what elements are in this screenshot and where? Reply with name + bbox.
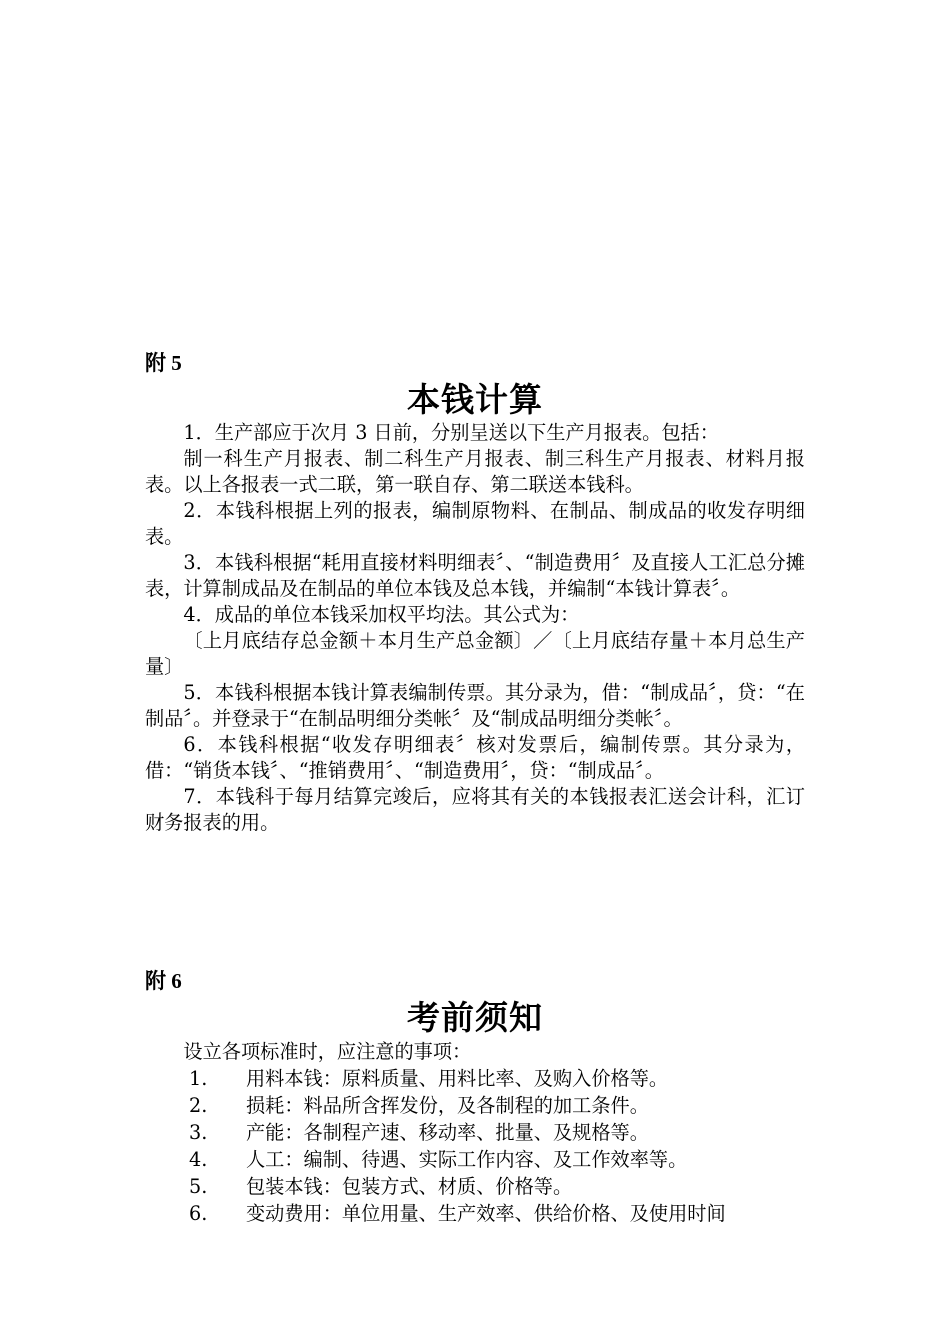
list-item xyxy=(145,1146,815,1173)
list-item xyxy=(145,1092,815,1119)
list-item xyxy=(145,1065,815,1092)
appendix-6-title: 考前须知 xyxy=(407,998,543,1037)
list-item-text: 损耗：料品所含挥发份，及各制程的加工条件。 xyxy=(246,1094,649,1117)
paragraph: 3．本钱科根据“耗用直接材料明细表〞、“制造费用〞及直接人工汇总分摊表，计算制成品及在制品的单位本钱及总本钱，并编制“本钱计算表〞。 xyxy=(145,551,805,600)
appendix-5-body xyxy=(145,420,805,836)
appendix-6-list xyxy=(145,1038,815,1227)
list-item-number: 6. xyxy=(189,1202,208,1225)
paragraph: 4．成品的单位本钱采加权平均法。其公式为： xyxy=(183,603,580,626)
appendix-5-title: 本钱计算 xyxy=(407,380,543,419)
list-item-text: 产能：各制程产速、移动率、批量、及规格等。 xyxy=(246,1121,649,1144)
paragraph: 制一科生产月报表、制二科生产月报表、制三科生产月报表、材料月报表。以上各报表一式二联，第一联自存、第二联送本钱科。 xyxy=(145,447,805,496)
list-item-text: 变动费用：单位用量、生产效率、供给价格、及使用时间 xyxy=(246,1202,726,1225)
list-item-number: 2. xyxy=(189,1094,208,1117)
list-item-text: 人工：编制、待遇、实际工作内容、及工作效率等。 xyxy=(246,1148,688,1171)
list-item-number: 3. xyxy=(189,1121,208,1144)
list-item xyxy=(145,1173,815,1200)
formula-paragraph: 〔上月底结存总金额＋本月生产总金额〕／〔上月底结存量＋本月总生产量〕 xyxy=(145,629,805,678)
paragraph: 2．本钱科根据上列的报表，编制原物料、在制品、制成品的收发存明细表。 xyxy=(145,499,805,548)
paragraph: 7．本钱科于每月结算完竣后，应将其有关的本钱报表汇送会计科，汇订财务报表的用。 xyxy=(145,785,805,834)
list-item-text: 包装本钱：包装方式、材质、价格等。 xyxy=(246,1175,573,1198)
list-item-number: 4. xyxy=(189,1148,208,1171)
appendix-6-label: 附 6 xyxy=(145,969,182,993)
list-item-text: 用料本钱：原料质量、用料比率、及购入价格等。 xyxy=(246,1067,669,1090)
appendix-5-label: 附 5 xyxy=(145,351,182,375)
list-item xyxy=(145,1119,815,1146)
paragraph: 6．本钱科根据“收发存明细表〞核对发票后，编制传票。其分录为，借：“销货本钱〞、“推销费用〞、“制造费用〞，贷：“制成品〞。 xyxy=(145,733,805,782)
list-intro: 设立各项标准时，应注意的事项： xyxy=(183,1040,472,1063)
paragraph: 1．生产部应于次月 3 日前，分别呈送以下生产月报表。包括： xyxy=(183,421,719,444)
list-item-number: 5. xyxy=(189,1175,208,1198)
paragraph: 5．本钱科根据本钱计算表编制传票。其分录为，借：“制成品〞，贷：“在制品〞。并登录于“在制品明细分类帐〞及“制成品明细分类帐〞。 xyxy=(145,681,805,730)
list-item xyxy=(145,1200,815,1227)
list-item-number: 1. xyxy=(189,1067,208,1090)
